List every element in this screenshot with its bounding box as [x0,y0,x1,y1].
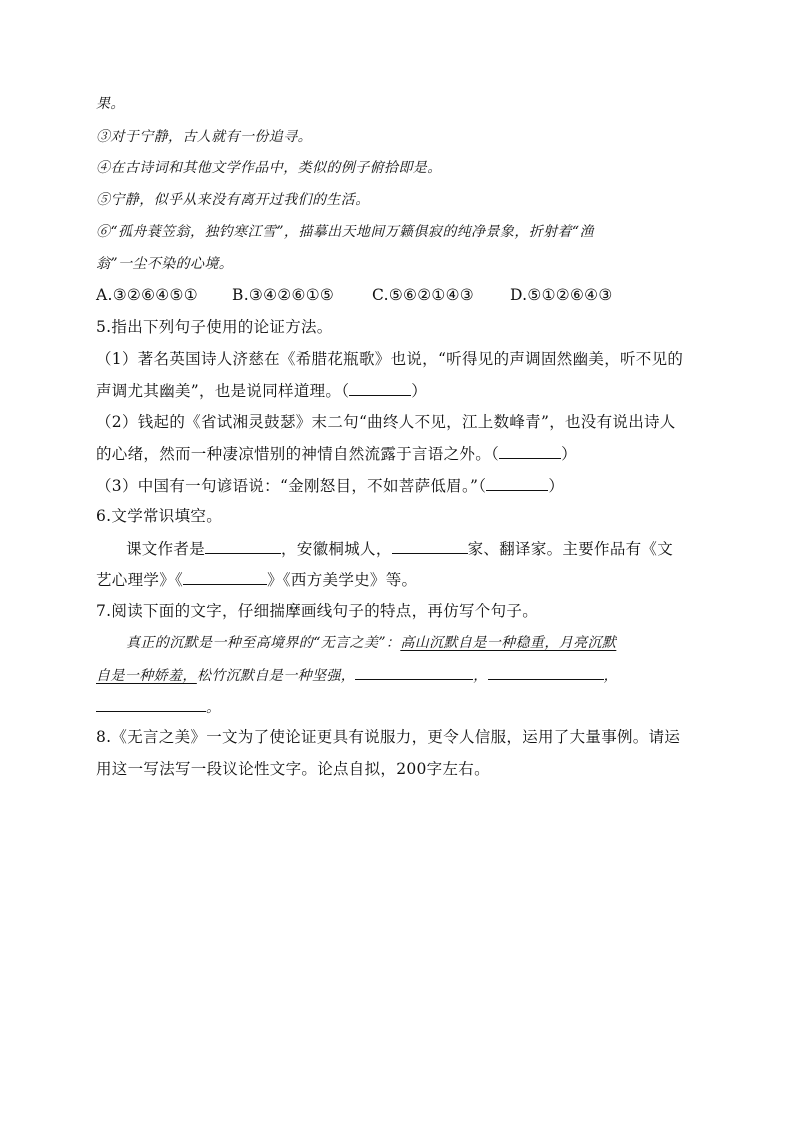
question-6-line2: 艺心理学》《 》《西方美学史》等。 [96,571,418,589]
question-5-item-3: （3）中国有一句谚语说：“金刚怒目，不如菩萨低眉。”（ ） [96,477,565,495]
question-5-item-2-line1: （2）钱起的《省试湘灵鼓瑟》末二句“曲终人不见，江上数峰青”，也没有说出诗人 [96,413,676,431]
answer-blank[interactable] [392,538,468,554]
question-6-title: 6.文学常识填空。 [96,507,222,525]
question-7-passage-line1: 真正的沉默是一种至高境界的“无言之美”：高山沉默自是一种稳重，月亮沉默 [126,635,617,651]
text-fragment: 果。 [96,96,125,112]
option-d[interactable]: D.⑤①②⑥④③ [510,286,613,304]
question-8-line2: 用这一写法写一段议论性文字。论点自拟，200字左右。 [96,760,490,778]
sentence-4: ④在古诗词和其他文学作品中，类似的例子俯拾即是。 [96,160,442,176]
answer-blank[interactable] [355,664,473,680]
question-7-title: 7.阅读下面的文字，仔细揣摩画线句子的特点，再仿写个句子。 [96,602,538,620]
question-5-item-1-line2: 声调尤其幽美”，也是说同样道理。（ ） [96,382,428,400]
option-c[interactable]: C.⑤⑥②①④③ [372,286,475,304]
question-7-passage-line2: 自是一种娇羞，松竹沉默自是一种坚强， ， ， [96,664,618,686]
sentence-6-line1: ⑥“孤舟蓑笠翁，独钓寒江雪”，描摹出天地间万籁俱寂的纯净景象，折射着“渔 [96,224,594,240]
option-b[interactable]: B.③④②⑥①⑤ [232,286,335,304]
answer-blank[interactable] [499,443,561,459]
underlined-sentence: 自是一种娇羞， [96,668,197,684]
question-5-title: 5.指出下列句子使用的论证方法。 [96,318,333,336]
question-5-item-1-line1: （1）著名英国诗人济慈在《希腊花瓶歌》也说，“听得见的声调固然幽美，听不见的 [96,350,684,368]
sentence-6-line2: 翁”一尘不染的心境。 [96,256,234,272]
answer-blank[interactable] [96,696,206,712]
sentence-3: ③对于宁静，古人就有一份追寻。 [96,129,312,145]
question-5-item-2-line2: 的心绪，然而一种凄凉惜别的神情自然流露于言语之外。（ ） [96,445,577,463]
sentence-5: ⑤宁静，似乎从来没有离开过我们的生活。 [96,192,370,208]
question-6-line1: 课文作者是 ，安徽桐城人， 家、翻译家。主要作品有《文 [126,540,674,558]
answer-blank[interactable] [486,475,548,491]
answer-blank[interactable] [205,538,281,554]
option-a[interactable]: A.③②⑥④⑤① [96,286,198,304]
question-8-line1: 8.《无言之美》一文为了使论证更具有说服力，更令人信服，运用了大量事例。请运 [96,728,681,746]
answer-options [96,285,613,305]
answer-blank[interactable] [183,569,267,585]
answer-blank[interactable] [349,380,411,396]
underlined-sentence: 高山沉默自是一种稳重，月亮沉默 [400,635,617,651]
question-7-passage-line3: 。 [96,696,220,718]
answer-blank[interactable] [488,664,604,680]
